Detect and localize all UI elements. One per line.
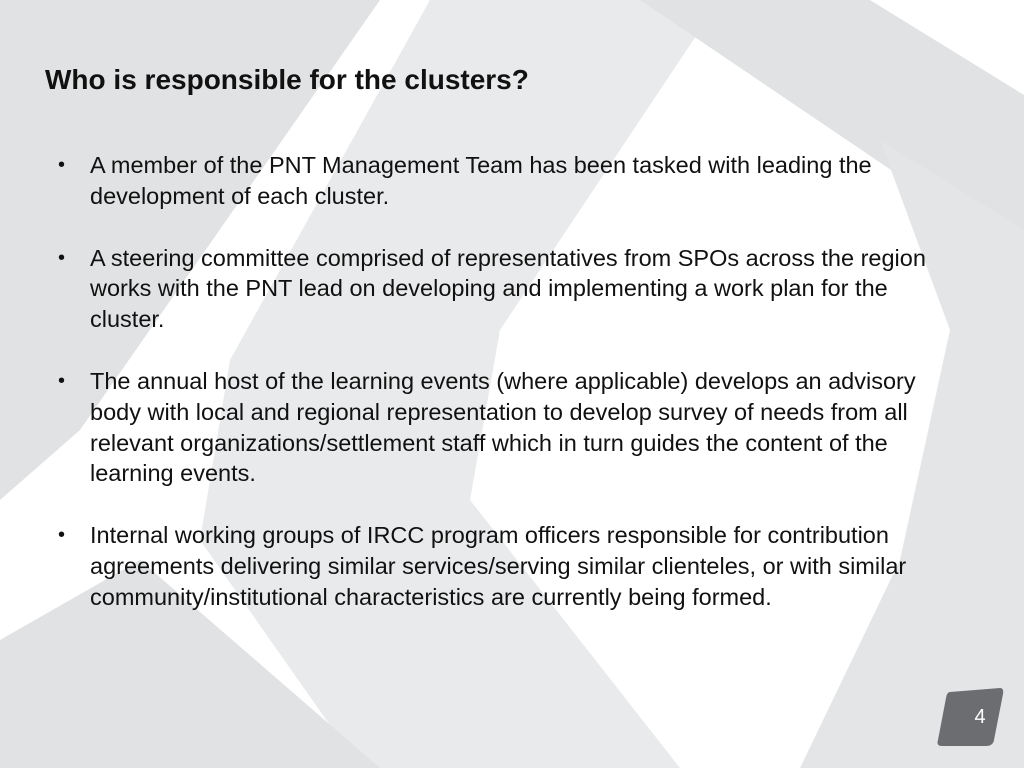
bullet-item [58,366,938,489]
bullet-list [58,150,938,644]
bullet-item [58,243,938,335]
bullet-item [58,520,938,612]
page-number: 4 [974,706,986,728]
bullet-dot-icon: • [58,154,66,176]
bullet-text: A member of the PNT Management Team has been tasked with leading the development of each cluster. [90,152,872,209]
bullet-text: Internal working groups of IRCC program officers responsible for contribution agreements delivering similar services/serving similar clienteles, or with similar community/institutional characteristics are currently being formed. [90,522,907,610]
slide-title: Who is responsible for the clusters? [45,64,529,95]
bullet-item [58,150,938,212]
bullet-dot-icon: • [58,524,66,547]
bullet-dot-icon: • [58,246,66,269]
bullet-text: The annual host of the learning events (where applicable) develops an advisory body with local and regional representation to develop survey of needs from all relevant organizations/settlement staff which in turn guides the content of the learning events. [90,367,916,487]
bullet-dot-icon: • [58,369,66,392]
bullet-text: A steering committee comprised of representatives from SPOs across the region works with the PNT lead on developing and implementing a work plan for the cluster. [90,244,926,333]
